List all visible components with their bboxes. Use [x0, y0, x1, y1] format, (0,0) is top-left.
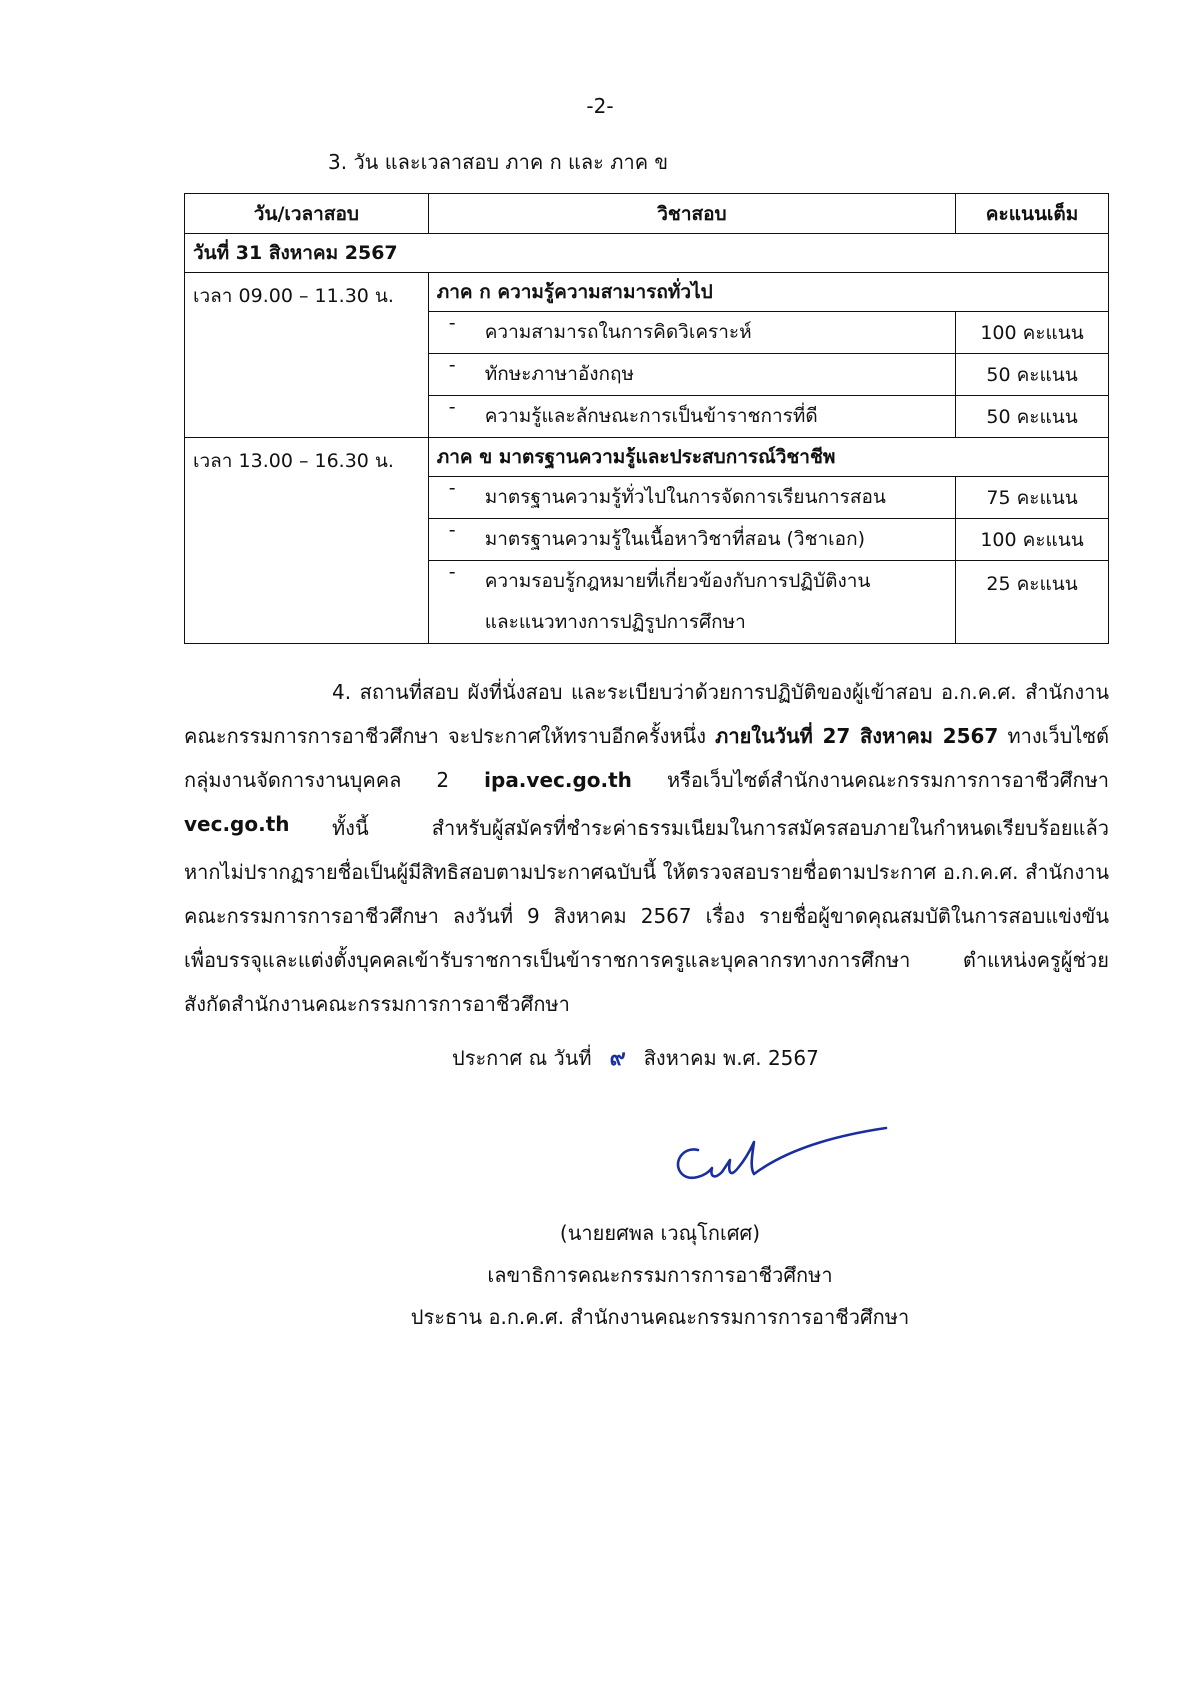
signature-image [668, 1112, 898, 1190]
subject-cell [428, 396, 955, 438]
subject-cell [428, 354, 955, 396]
subject-text-line-1: ความรอบรู้กฎหมายที่เกี่ยวข้องกับการปฏิบัติงาน [484, 570, 871, 592]
header-subject: วิชาสอบ [428, 194, 955, 234]
subject-cell [428, 561, 955, 644]
subject-cell [428, 519, 955, 561]
announcement-date [452, 1040, 819, 1075]
notice-paragraph [184, 806, 1109, 1026]
score-cell: 75 คะแนน [956, 477, 1109, 519]
signer-block [0, 1212, 1200, 1338]
subject-cell [428, 312, 955, 354]
page-number: -2- [586, 94, 614, 118]
section-3-heading: 3. วัน และเวลาสอบ ภาค ก และ ภาค ข [328, 150, 669, 174]
announcement-prefix: ประกาศ ณ วันที่ [452, 1046, 592, 1070]
signer-position-2: ประธาน อ.ก.ค.ศ. สำนักงานคณะกรรมการการอาชีวศึกษา [410, 1305, 910, 1329]
notice-line-2: หากไม่ปรากฏรายชื่อเป็นผู้มีสิทธิสอบตามประกาศฉบับนี้ ให้ตรวจสอบรายชื่อตามประกาศ อ.ก.ค.ศ. สำนักงาน [184, 860, 1109, 884]
bullet-dash: - [448, 312, 456, 334]
score-cell: 25 คะแนน [956, 561, 1109, 644]
bullet-dash: - [448, 396, 456, 418]
notice-line-4: เพื่อบรรจุและแต่งตั้งบุคคลเข้ารับราชการเป็นข้าราชการครูและบุคลากรทางการศึกษา ตำแหน่งครูผู้ช่วย [184, 948, 1109, 972]
part-title: ภาค ข มาตรฐานความรู้และประสบการณ์วิชาชีพ [428, 438, 1108, 477]
table-header-row [185, 194, 1109, 234]
announcement-day: ๙ [609, 1045, 626, 1071]
subject-text: มาตรฐานความรู้ทั่วไปในการจัดการเรียนการสอน [484, 486, 886, 508]
subject-text: ทักษะภาษาอังกฤษ [484, 363, 635, 385]
table-row [185, 438, 1109, 477]
part-title: ภาค ก ความรู้ความสามารถทั่วไป [428, 273, 1108, 312]
website-link-vec[interactable]: vec.go.th [184, 812, 290, 836]
signer-position-1: เลขาธิการคณะกรรมการการอาชีวศึกษา [487, 1263, 833, 1287]
notice-line-5: สังกัดสำนักงานคณะกรรมการการอาชีวศึกษา [184, 992, 570, 1016]
score-cell: 100 คะแนน [956, 312, 1109, 354]
subject-text: ความรู้และลักษณะการเป็นข้าราชการที่ดี [484, 405, 818, 427]
exam-date: วันที่ 31 สิงหาคม 2567 [185, 234, 1109, 273]
date-row [185, 234, 1109, 273]
notice-line-1: ทั้งนี้ สำหรับผู้สมัครที่ชำระค่าธรรมเนียมในการสมัครสอบภายในกำหนดเรียบร้อยแล้ว [332, 816, 1109, 840]
section-4-line-2-pre: คณะกรรมการการอาชีวศึกษา จะประกาศให้ทราบอีกครั้งหนึ่ง [184, 724, 707, 748]
section-4-line-1: 4. สถานที่สอบ ผังที่นั่งสอบ และระเบียบว่าด้วยการปฏิบัติของผู้เข้าสอบ อ.ก.ค.ศ. สำนักงาน [332, 680, 1109, 704]
subject-text: มาตรฐานความรู้ในเนื้อหาวิชาที่สอน (วิชาเอก) [484, 528, 865, 550]
table-row [185, 273, 1109, 312]
bullet-dash: - [448, 561, 456, 583]
signer-name: (นายยศพล เวณุโกเศศ) [559, 1221, 761, 1245]
score-cell: 100 คะแนน [956, 519, 1109, 561]
section-4-line-3-pre: กลุ่มงานจัดการงานบุคคล 2 [184, 768, 450, 792]
bullet-dash: - [448, 354, 456, 376]
subject-text: ความสามารถในการคิดวิเคราะห์ [484, 321, 752, 343]
session-time: เวลา 09.00 – 11.30 น. [185, 273, 429, 438]
header-time: วัน/เวลาสอบ [185, 194, 429, 234]
section-4-line-2-post: ทางเว็บไซต์ [1007, 724, 1109, 748]
score-cell: 50 คะแนน [956, 396, 1109, 438]
notice-line-3: คณะกรรมการการอาชีวศึกษา ลงวันที่ 9 สิงหาคม 2567 เรื่อง รายชื่อผู้ขาดคุณสมบัติในการสอบแข่งขัน [184, 904, 1109, 928]
session-time: เวลา 13.00 – 16.30 น. [185, 438, 429, 644]
section-4-deadline: ภายในวันที่ 27 สิงหาคม 2567 [715, 724, 999, 748]
bullet-dash: - [448, 519, 456, 541]
subject-cell [428, 477, 955, 519]
score-cell: 50 คะแนน [956, 354, 1109, 396]
exam-schedule-table [184, 193, 1109, 644]
header-score: คะแนนเต็ม [956, 194, 1109, 234]
signature-stroke [678, 1128, 886, 1178]
section-4-line-3-mid: หรือเว็บไซต์สำนักงานคณะกรรมการการอาชีวศึกษา [666, 768, 1110, 792]
bullet-dash: - [448, 477, 456, 499]
announcement-suffix: สิงหาคม พ.ศ. 2567 [643, 1046, 819, 1070]
website-link-ipa[interactable]: ipa.vec.go.th [484, 768, 632, 792]
subject-text-line-2: และแนวทางการปฏิรูปการศึกษา [484, 611, 746, 633]
